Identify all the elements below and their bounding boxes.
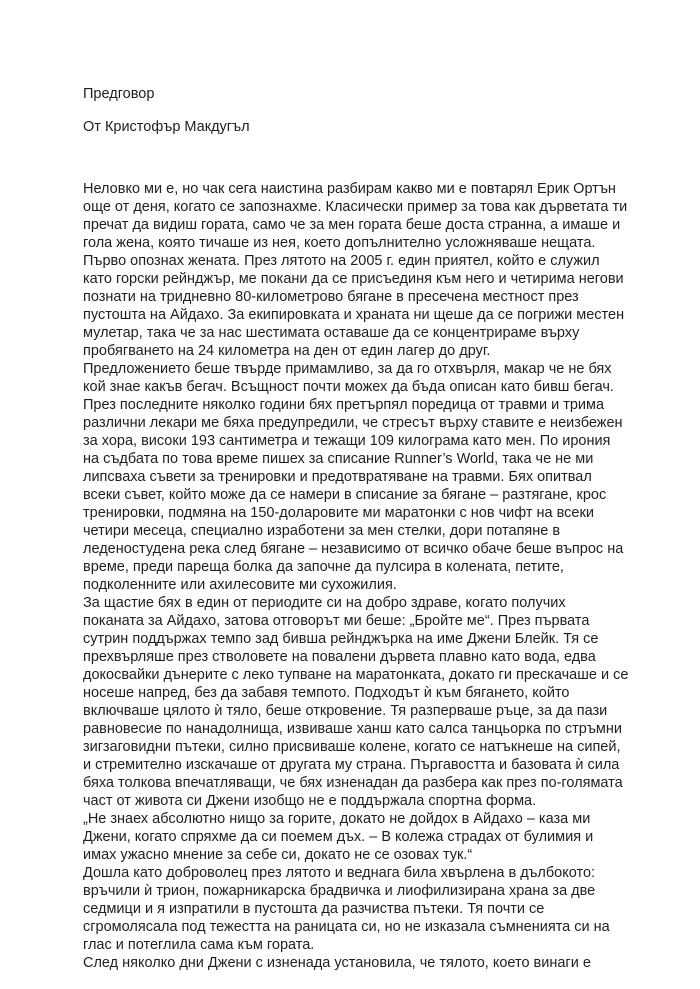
- text-line: леденостудена река след бягане – независимо от всичко обаче беше въпрос на: [83, 541, 624, 557]
- text-line: Джени, когато спряхме да си поемем дъх. – В колежа страдах от булимия и: [83, 829, 594, 845]
- text-line: докосвайки дънерите с леко тупване на маратонката, докато ги прескачаше и се: [83, 667, 629, 683]
- text-line: Първо опознах жената. През лятото на 2005 г. един приятел, който е служил: [83, 253, 600, 269]
- text-line: имах ужасно мнение за себе си, докато не се озовах тук.“: [83, 847, 473, 863]
- text-line: „Не знаех абсолютно нищо за горите, докато не дойдох в Айдахо – каза ми: [83, 811, 591, 827]
- text-line: всеки съвет, който може да се намери в списание за бягане – разтягане, крос: [83, 487, 607, 503]
- text-line: седмици и я изпратили в пустошта да разчиства пътеки. Тя почти се: [83, 901, 545, 917]
- text-line: равновесие по нанадолнища, извиваше ханш като салса танцьорка по стръмни: [83, 721, 622, 737]
- author-line: От Кристофър Макдугъл: [83, 119, 250, 135]
- text-line: включваше цялото ѝ тяло, беше откровение. Тя разперваше ръце, за да пази: [83, 703, 608, 719]
- text-line: глас и потеглила сама към гората.: [83, 937, 315, 953]
- text-line: пречат да видиш гората, само че за мен гората беше доста странна, а имаше и: [83, 217, 621, 233]
- text-line: поканата за Айдахо, затова отговорът ми беше: „Бройте ме“. През първата: [83, 613, 590, 629]
- text-line: различни лекари ме бяха предупредили, че стресът върху ставите е неизбежен: [83, 415, 623, 431]
- text-line: липсваха съвети за тренировки и предотвратяване на травми. Бях опитвал: [83, 469, 592, 485]
- text-line: След няколко дни Джени с изненада установила, че тялото, което винаги е: [83, 955, 591, 971]
- body-text: [83, 180, 629, 972]
- text-line: бяха толкова впечатляващи, че бях изненадан да разбера как през по-голямата: [83, 775, 623, 791]
- text-line: пустошта на Айдахо. За екипировката и храната ни щеше да се погрижи местен: [83, 307, 625, 323]
- text-line: връчили ѝ трион, пожарникарска брадвичка и лиофилизирана храна за две: [83, 883, 596, 899]
- text-line: част от живота си Джени изобщо не е поддържала спортна форма.: [83, 793, 537, 809]
- text-line: още от деня, когато се запознахме. Класически пример за това как дърветата ти: [83, 199, 628, 215]
- text-line: сутрин поддържах темпо зад бивша рейнджърка на име Джени Блейк. Тя се: [83, 631, 599, 647]
- text-line: подколенните или ахилесовите ми сухожилия.: [83, 577, 397, 593]
- text-line: и стремително изскачаше от другата му страна. Пъргавостта и базовата ѝ сила: [83, 757, 620, 773]
- text-line: Предложението беше твърде примамливо, за да го отхвърля, макар че не бях: [83, 361, 612, 377]
- text-line: носеше напред, без да забавя темпото. Подходът ѝ към бягането, който: [83, 685, 570, 701]
- text-line: Неловко ми е, но чак сега наистина разбирам какво ми е повтарял Ерик Ортън: [83, 181, 616, 197]
- text-line: мулетар, така че за нас шестимата оставаше да се концентрираме върху: [83, 325, 580, 341]
- text-line: на съдбата по това време пишех за списание Runner’s World, така че не ми: [83, 451, 594, 467]
- text-line: пробягването на 24 километра на ден от един лагер до друг.: [83, 343, 491, 359]
- text-line: четири месеца, специално изработени за мен стелки, дори потапяне в: [83, 523, 561, 539]
- text-line: зигзаговидни пътеки, силно присвиваше колене, когато се натъкнеше на сипей,: [83, 739, 621, 755]
- text-line: През последните няколко години бях претърпял поредица от травми и трима: [83, 397, 605, 413]
- text-line: Дошла като доброволец през лятото и веднага била хвърлена в дълбокото:: [83, 865, 596, 881]
- text-line: прехвърляше през стволовете на повалени дървета плавно като вода, едва: [83, 649, 596, 665]
- text-line: тренировки, подмяна на 150-доларовите ми маратонки с нов чифт на всеки: [83, 505, 594, 521]
- text-line: сгромолясала под тежестта на раницата си, но не изказала съмненията си на: [83, 919, 610, 935]
- text-line: за хора, високи 193 сантиметра и тежащи 109 килограма като мен. По ирония: [83, 433, 611, 449]
- text-line: кой знае какъв бегач. Всъщност почти можех да бъда описан като бивш бегач.: [83, 379, 614, 395]
- text-line: време, преди пареща болка да започне да пулсира в колената, петите,: [83, 559, 564, 575]
- text-line: познати на тридневно 80-километрово бягане в пресечена местност през: [83, 289, 579, 305]
- text-line: За щастие бях в един от периодите си на добро здраве, когато получих: [83, 595, 566, 611]
- text-line: гола жена, която тичаше из нея, което допълнително усложняваше нещата.: [83, 235, 596, 251]
- document-title: Предговор: [83, 86, 155, 102]
- text-line: като горски рейнджър, ме покани да се присъединя към него и четирима негови: [83, 271, 624, 287]
